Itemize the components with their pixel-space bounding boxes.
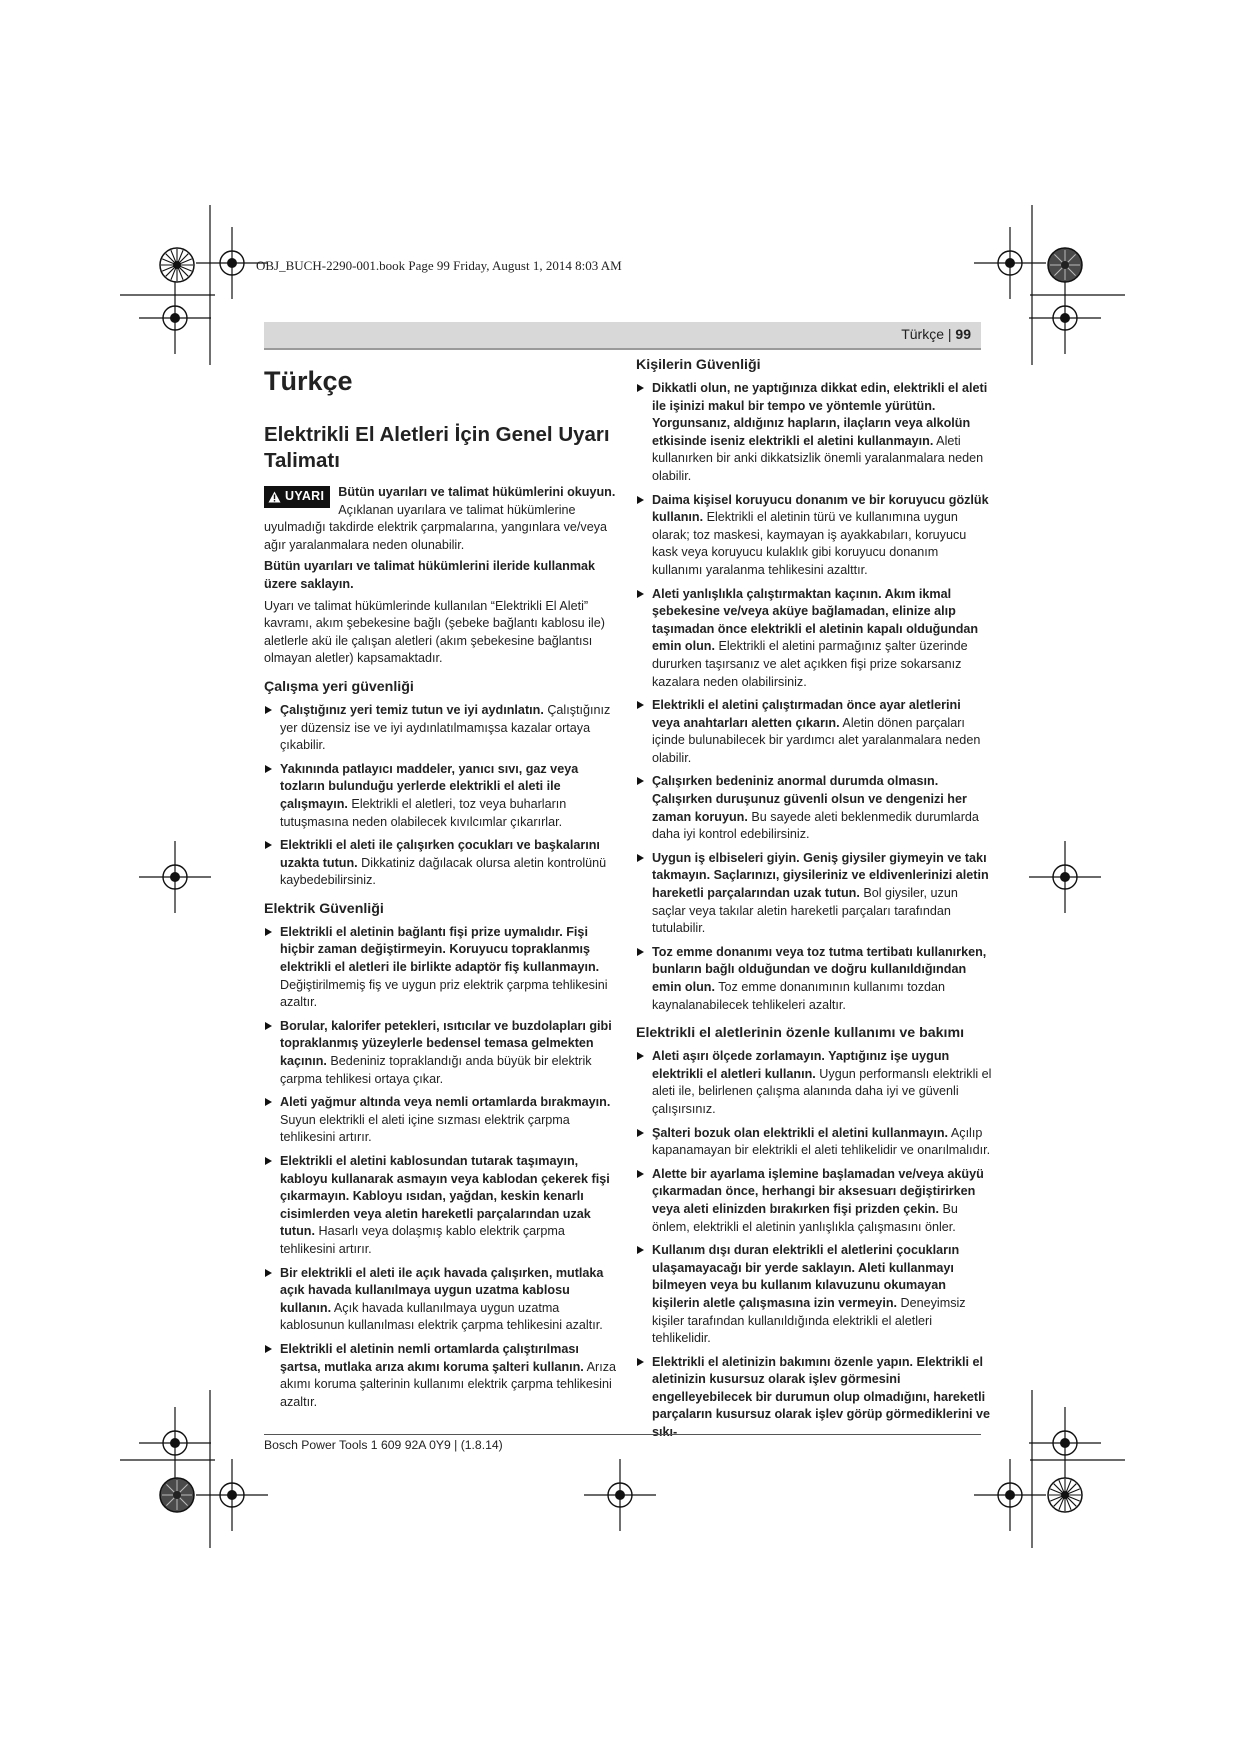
heading-electrical-safety: Elektrik Güvenliği (264, 900, 384, 917)
list-item: Elektrikli el aletini kablosundan tutarak taşımayın, kabloyu kullanarak asmayın veya kablodan çekerek fişi çıkarmayın. Kabloyu ısıdan, yağdan, keskin kenarlı cisimlerden veya aletin hareketli parçalarından uzak tutun. Hasarlı veya dolaşmış kablo elektrik çarpma tehlikesini artırır. (264, 1153, 616, 1259)
warning-triangle-icon (268, 491, 281, 503)
right-column (636, 356, 992, 1448)
bullet-arrow-icon (265, 1269, 272, 1277)
bullet-arrow-icon (637, 590, 644, 598)
list-item: Daima kişisel koruyucu donanım ve bir koruyucu gözlük kullanın. Elektrikli el aletinin türü ve kullanımına uygun olarak; toz maskesi, kaymayan iş ayakkabıları, koruyucu kask veya koruyucu kulaklık gibi koruyucu donanım kullanımı yaralanma tehlikesini azalttır. (636, 492, 992, 580)
list-item: Şalteri bozuk olan elektrikli el aletini kullanmayın. Açılıp kapanamayan bir elektrikli el aleti tehlikelidir ve onarılmalıdır. (636, 1125, 992, 1160)
bullet-arrow-icon (637, 1170, 644, 1178)
page-header-bar (264, 322, 981, 350)
header-separator: | (947, 326, 956, 342)
heading-personal-safety: Kişilerin Güvenliği (636, 357, 761, 373)
list-item: Aleti aşırı ölçede zorlamayın. Yaptığınız işe uygun elektrikli el aletleri kullanın. Uygun performanslı elektrikli el aleti ile, belirlenen çalışma alanında daha iyi ve güvenli çalışırsınız. (636, 1048, 992, 1118)
bullet-arrow-icon (637, 1246, 644, 1254)
warning-block (264, 484, 616, 554)
page-number: 99 (955, 326, 971, 342)
list-item: Uygun iş elbiseleri giyin. Geniş giysiler giymeyin ve takı takmayın. Saçlarınızı, giysileriniz ve eldivenlerinizi aletin hareketli parçalarından uzak tutun. Bol giysiler, uzun saçlar veya takılar aletin hareketli parçaları tarafından tutulabilir. (636, 850, 992, 938)
work-area-list (264, 702, 616, 890)
bullet-arrow-icon (265, 841, 272, 849)
bullet-arrow-icon (637, 384, 644, 392)
personal-safety-list (636, 380, 992, 1014)
heading-tool-care: Elektrikli el aletlerinin özenle kullanımı ve bakımı (636, 1025, 965, 1042)
bullet-arrow-icon (265, 1022, 272, 1030)
bullet-arrow-icon (265, 706, 272, 714)
warning-text: Bütün uyarıları ve talimat hükümlerini okuyun. Açıklanan uyarılara ve talimat hükümlerine uyulmadığı takdirde elektrik çarpmalarına, yangınlara ve/veya ağır yaralanmalara neden olunabilir. (264, 485, 616, 552)
left-column (264, 358, 616, 1417)
list-item: Aleti yanlışlıkla çalıştırmaktan kaçının. Akım ikmal şebekesine ve/veya aküye bağlamadan, elinize alıp taşımadan önce elektrikli el aletinin kapalı olduğundan emin olun. Elektrikli el aletini parmağınız şalter üzerinde dururken taşırsanız ve alet açıkken fişi prize sokarsanız kazalara neden olabilirsiniz. (636, 586, 992, 692)
page-header (901, 326, 971, 342)
bullet-arrow-icon (637, 1129, 644, 1137)
list-item: Yakınında patlayıcı maddeler, yanıcı sıvı, gaz veya tozların bulunduğu yerlerde elektrikli el aleti ile çalışmayın. Elektrikli el aletleri, toz veya buharların tutuşmasına neden olabilecek kıvılcımlar çıkarırlar. (264, 761, 616, 831)
bullet-arrow-icon (637, 854, 644, 862)
list-item: Alette bir ayarlama işlemine başlamadan ve/veya aküyü çıkarmadan önce, herhangi bir aksesuarı değiştirirken veya aleti elinizden bırakırken fişi prizden çekin. Bu önlem, elektrikli el aletinin yanlışlıkla çalışmasını önler. (636, 1166, 992, 1236)
bullet-arrow-icon (265, 765, 272, 773)
header-section: Türkçe (901, 326, 944, 342)
bullet-arrow-icon (637, 1358, 644, 1366)
list-item: Aleti yağmur altında veya nemli ortamlarda bırakmayın. Suyun elektrikli el aleti içine sızması elektrik çarpma tehlikesini artırır. (264, 1094, 616, 1147)
list-item: Elektrikli el aletinin nemli ortamlarda çalıştırılması şartsa, mutlaka arıza akımı koruma şalteri kullanın. Arıza akımı koruma şalterinin kullanımı elektrik çarpma tehlikesini azaltır. (264, 1341, 616, 1411)
bullet-arrow-icon (637, 948, 644, 956)
bullet-arrow-icon (637, 496, 644, 504)
bullet-arrow-icon (265, 928, 272, 936)
electrical-safety-list (264, 924, 616, 1411)
list-item: Elektrikli el aletinizin bakımını özenle yapın. Elektrikli el aletinizin kusursuz olarak işlev görmesini engelleyebilecek bir durumun olup olmadığını, hareketli parçaların kusursuz olarak işlev görüp görmediklerini ve sıkı- (636, 1354, 992, 1442)
warning-badge (264, 486, 330, 508)
bullet-arrow-icon (637, 777, 644, 785)
bullet-arrow-icon (637, 701, 644, 709)
footer-rule (264, 1434, 981, 1435)
language-title: Türkçe (264, 366, 353, 396)
main-title: Elektrikli El Aletleri İçin Genel Uyarı Talimatı (264, 423, 610, 472)
list-item: Borular, kalorifer petekleri, ısıtıcılar ve buzdolapları gibi topraklanmış yüzeylerle bedensel temasa gelmekten kaçının. Bedeniniz topraklandığı anda büyük bir elektrik çarpma tehlikesi ortaya çıkar. (264, 1018, 616, 1088)
list-item: Elektrikli el aletini çalıştırmadan önce ayar aletlerini veya anahtarları aletten çıkarın. Aletin dönen parçaları içinde bulunabilecek bir yardımcı alet yaralanmalara neden olabilir. (636, 697, 992, 767)
list-item: Dikkatli olun, ne yaptığınıza dikkat edin, elektrikli el aleti ile işinizi makul bir tempo ve yöntemle yürütün. Yorgunsanız, aldığınız hapların, ilaçların veya alkolün etkisinde iseniz elektrikli el aletini kullanmayın. Aleti kullanırken bir anki dikkatsizlik önemli yaralanmalara neden olabilir. (636, 380, 992, 486)
bullet-arrow-icon (265, 1157, 272, 1165)
list-item: Kullanım dışı duran elektrikli el aletlerini çocukların ulaşamayacağı bir yerde saklayın. Aleti kullanmayı bilmeyen veya bu kullanım kılavuzunu okumayan kişilerin aletle çalışmasına izin vermeyin. Deneyimsiz kişiler tarafından kullanıldığında elektrikli el aletleri tehlikelidir. (636, 1242, 992, 1348)
bullet-arrow-icon (265, 1345, 272, 1353)
list-item: Toz emme donanımı veya toz tutma tertibatı kullanırken, bunların bağlı olduğundan ve doğru kullanıldığından emin olun. Toz emme donanımının kullanımı tozdan kaynalanabilecek tehlikeleri azaltır. (636, 944, 992, 1014)
bullet-arrow-icon (265, 1098, 272, 1106)
list-item: Bir elektrikli el aleti ile açık havada çalışırken, mutlaka açık havada kullanılmaya uygun uzatma kablosu kullanın. Açık havada kullanılmaya uygun uzatma kablosunun kullanılması elektrik çarpma tehlikesini azaltır. (264, 1265, 616, 1335)
list-item: Elektrikli el aleti ile çalışırken çocukları ve başkalarını uzakta tutun. Dikkatiniz dağılacak olursa aletin kontrolünü kaybedebilirsiniz. (264, 837, 616, 890)
keep-notice: Bütün uyarıları ve talimat hükümlerini ileride kullanmak üzere saklayın. (264, 559, 596, 591)
list-item: Elektrikli el aletinin bağlantı fişi prize uymalıdır. Fişi hiçbir zaman değiştirmeyin. Koruyucu topraklanmış elektrikli el aletleri ile birlikte adaptör fiş kullanmayın. Değiştirilmemiş fiş ve uygun priz elektrik çarpma tehlikesini azaltır. (264, 924, 616, 1012)
tool-care-list (636, 1048, 992, 1441)
list-item: Çalıştığınız yeri temiz tutun ve iyi aydınlatın. Çalıştığınız yer düzensiz ise ve iyi aydınlatılmamışsa kazalar ortaya çıkabilir. (264, 702, 616, 755)
heading-work-area: Çalışma yeri güvenliği (264, 678, 414, 695)
warning-badge-label: UYARI (285, 489, 325, 503)
page-footer: Bosch Power Tools 1 609 92A 0Y9 | (1.8.14) (264, 1438, 503, 1452)
definition-text: Uyarı ve talimat hükümlerinde kullanılan “Elektrikli El Aleti” kavramı, akım şebekesine bağlı (şebeke bağlantı kablosu ile) aletlerle akü ile çalışan aletleri (akım şebekesine bağlantısı olmayan aletler) kapsamaktadır. (264, 598, 605, 666)
list-item: Çalışırken bedeniniz anormal durumda olmasın. Çalışırken duruşunuz güvenli olsun ve dengenizi her zaman koruyun. Bu sayede aleti beklenmedik durumlarda daha iyi kontrol edebilirsiniz. (636, 773, 992, 843)
book-file-line: OBJ_BUCH-2290-001.book Page 99 Friday, August 1, 2014 8:03 AM (256, 258, 622, 273)
bullet-arrow-icon (637, 1052, 644, 1060)
